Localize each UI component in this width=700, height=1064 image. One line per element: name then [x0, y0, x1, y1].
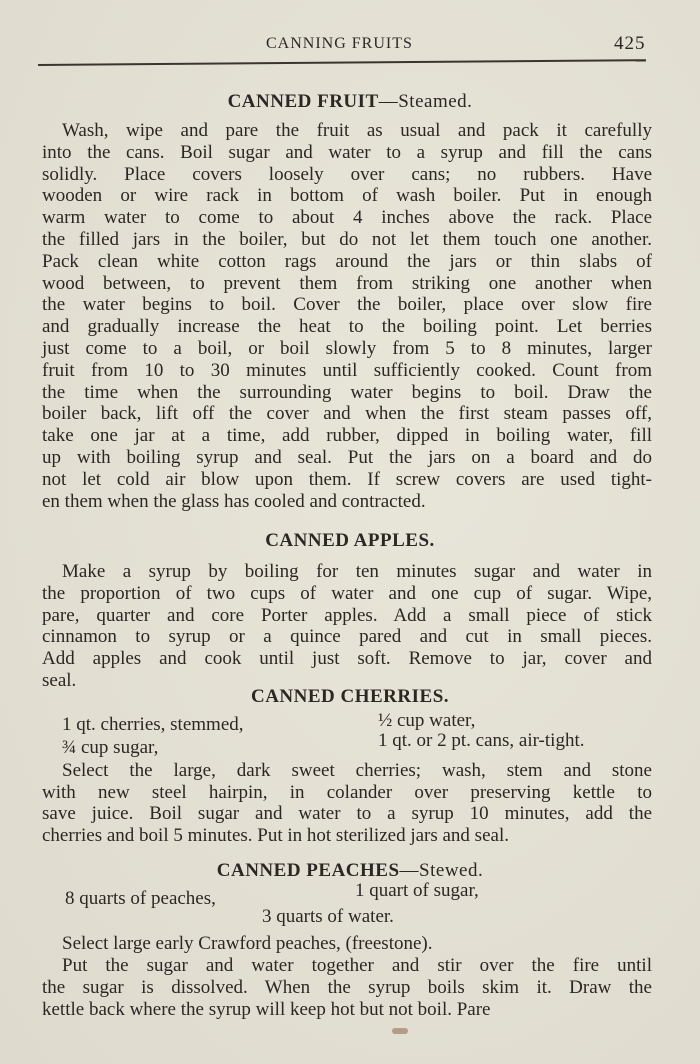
ingredient: 1 qt. or 2 pt. cans, air-tight.: [378, 730, 585, 751]
text-line: seal.: [42, 670, 77, 691]
section-title-canned-peaches: [0, 860, 700, 882]
text-line: the filled jars in the boiler, but do not let them touch one another.: [42, 229, 652, 250]
ingredient: 1 quart of sugar,: [355, 880, 479, 901]
section-title-canned-apples: [0, 530, 700, 552]
text-line: up with boiling syrup and seal. Put the jars on a board and do: [42, 447, 652, 468]
text-line: the proportion of two cups of water and one cup of sugar. Wipe,: [42, 582, 652, 604]
title-subtitle: —Stewed.: [399, 860, 484, 881]
text-line: en them when the glass has cooled and contracted.: [42, 490, 426, 512]
ingredient: 8 quarts of peaches,: [65, 888, 216, 909]
text-line: Add apples and cook until just soft. Remove to jar, cover and: [42, 648, 652, 670]
text-line: save juice. Boil sugar and water to a syrup 10 minutes, add the: [42, 803, 652, 824]
title-text: CANNED CHERRIES.: [250, 686, 450, 707]
running-title: CANNING FRUITS: [266, 35, 413, 52]
text-line: boiler back, lift off the cover and when the first steam passes off,: [42, 403, 652, 425]
text-line: kettle back where the syrup will keep hot but not boil. Pare: [42, 999, 491, 1020]
ingredient: ½ cup water,: [378, 710, 476, 731]
text-line: and gradually increase the heat to the boiling point. Let berries: [42, 316, 652, 338]
ingredient: ¾ cup sugar,: [62, 737, 159, 758]
ingredient: 1 qt. cherries, stemmed,: [62, 714, 244, 735]
ingredient: 3 quarts of water.: [262, 906, 394, 927]
text-line: into the cans. Boil sugar and water to a syrup and fill the cans: [42, 141, 652, 163]
text-line: wood between, to prevent them from striking one another when: [42, 272, 652, 294]
text-line: solidly. Place covers loosely over cans; no rubbers. Have: [42, 163, 652, 185]
text-line: Wash, wipe and pare the fruit as usual and pack it carefully: [62, 120, 652, 141]
text-line: the water begins to boil. Cover the boiler, place over slow fire: [42, 294, 652, 316]
text-line: just come to a boil, or boil slowly from 5 to 8 minutes, larger: [42, 338, 652, 359]
text-line: Put the sugar and water together and stir over the fire until: [62, 955, 652, 976]
text-line: the time when the surrounding water begins to boil. Draw the: [42, 381, 652, 403]
text-line: wooden or wire rack in bottom of wash boiler. Put in enough: [42, 185, 652, 207]
text-line: warm water to come to about 4 inches above the rack. Place: [42, 207, 652, 229]
text-line: Make a syrup by boiling for ten minutes sugar and water in: [62, 561, 652, 582]
title-subtitle: —Steamed.: [378, 91, 473, 112]
text-line: with new steel hairpin, in colander over preserving kettle to: [42, 781, 652, 803]
text-line: cherries and boil 5 minutes. Put in hot sterilized jars and seal.: [42, 824, 509, 846]
ink-smudge: [392, 1028, 408, 1034]
text-line: not let cold air blow upon them. If screw covers are used tight-: [42, 468, 652, 490]
title-text: CANNED PEACHES: [216, 860, 400, 881]
text-line: pare, quarter and core Porter apples. Add a small piece of stick: [42, 604, 652, 626]
text-line: Select large early Crawford peaches, (freestone).: [62, 933, 433, 954]
text-line: Pack clean white cotton rags around the jars or thin slabs of: [42, 250, 652, 272]
text-line: the sugar is dissolved. When the syrup boils skim it. Draw the: [42, 977, 652, 998]
section-title-canned-fruit: [0, 91, 700, 113]
title-text: CANNED FRUIT: [227, 91, 379, 112]
text-line: Select the large, dark sweet cherries; wash, stem and stone: [62, 760, 652, 781]
text-line: cinnamon to syrup or a quince pared and cut in small pieces.: [42, 626, 652, 648]
page-number: 425: [614, 33, 646, 54]
text-line: take one jar at a time, add rubber, dipped in boiling water, fill: [42, 425, 652, 447]
title-text: CANNED APPLES.: [265, 530, 435, 551]
text-line: fruit from 10 to 30 minutes until sufficiently cooked. Count from: [42, 359, 652, 381]
